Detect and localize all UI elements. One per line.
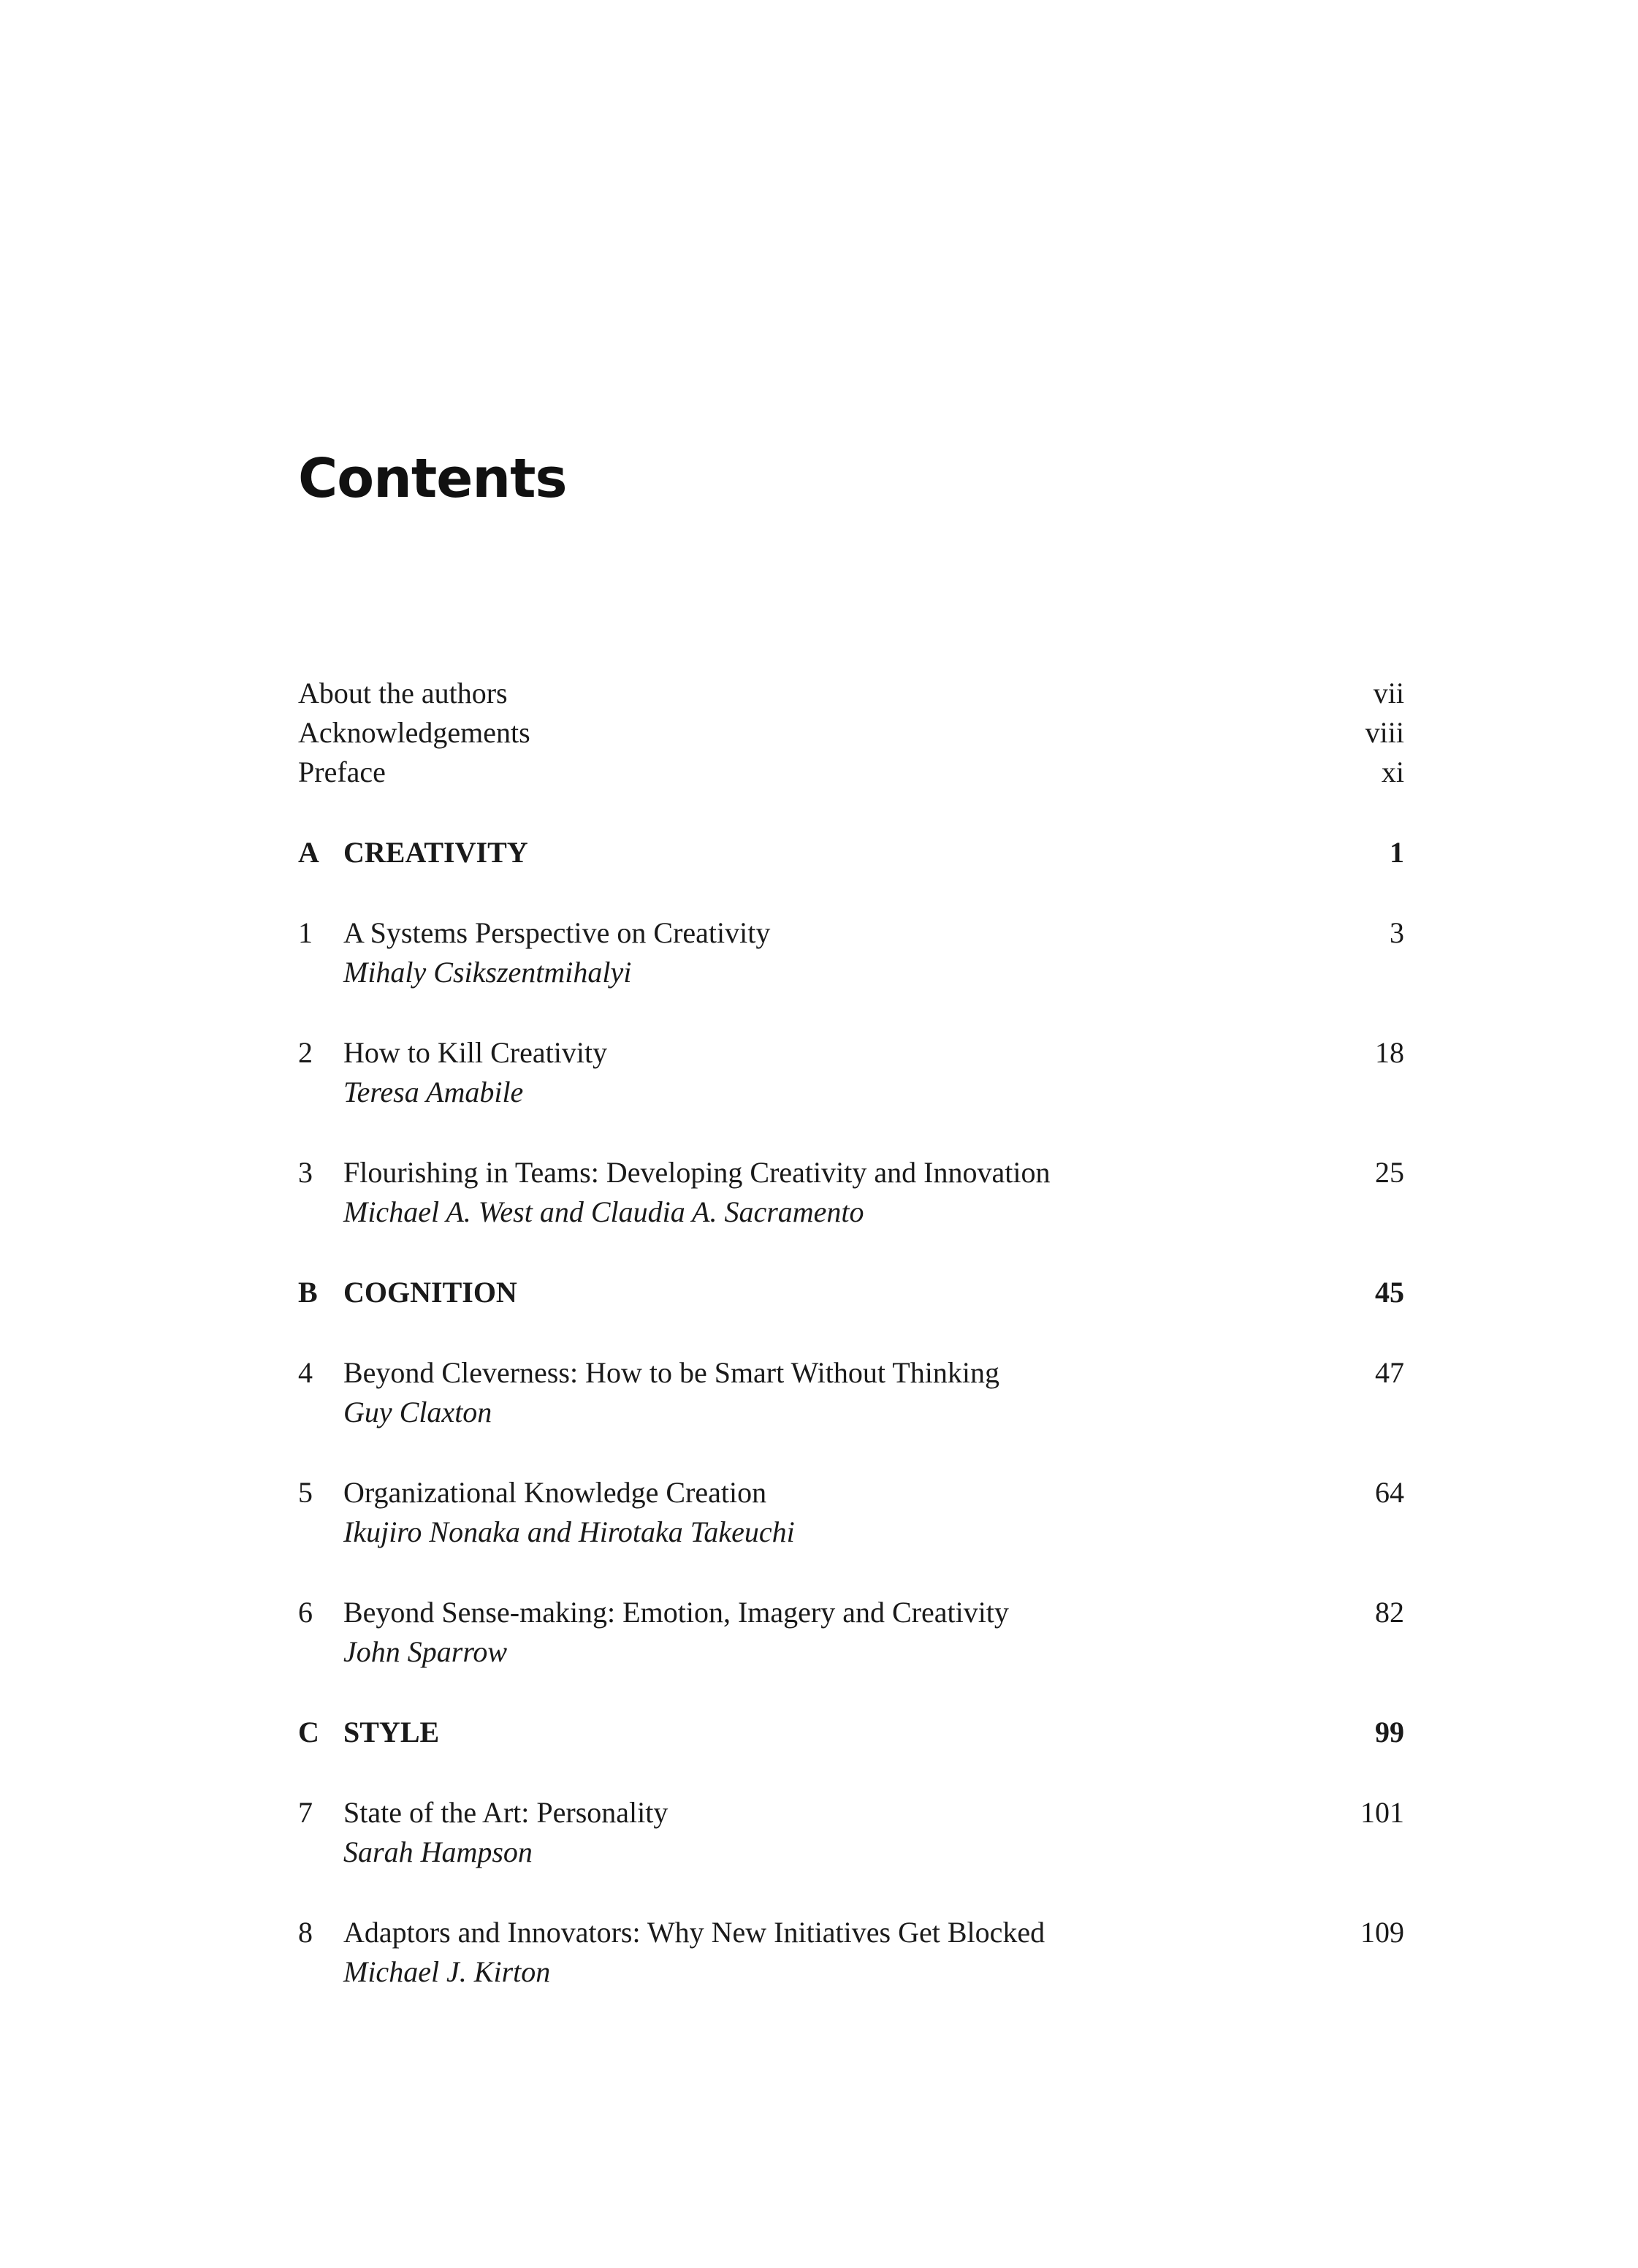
toc-entry-title: Preface [298,756,386,788]
toc-chapter-page: 47 [1375,1356,1404,1389]
toc-chapter-1[interactable] [298,913,1404,953]
toc-chapter-number: 5 [298,1476,313,1509]
toc-part-page: 45 [1375,1276,1404,1309]
toc-chapter-author: Michael J. Kirton [343,1955,551,1988]
toc-chapter-5[interactable] [298,1473,1404,1512]
toc-part-a[interactable] [298,833,1404,872]
toc-part-letter: A [298,836,319,869]
toc-entry-page: xi [1381,756,1404,788]
toc-chapter-title: Flourishing in Teams: Developing Creativity and Innovation [343,1156,1051,1189]
toc-chapter-title: A Systems Perspective on Creativity [343,916,771,949]
toc-chapter-title: How to Kill Creativity [343,1036,608,1069]
toc-chapter-page: 101 [1360,1796,1404,1829]
toc-chapter-title: Beyond Cleverness: How to be Smart Without Thinking [343,1356,999,1389]
toc-chapter-author: John Sparrow [343,1635,508,1668]
toc-chapter-author: Teresa Amabile [343,1076,524,1108]
toc-part-page: 1 [1390,836,1404,869]
toc-chapter-author: Guy Claxton [343,1396,492,1428]
toc-entry-page: viii [1365,716,1404,749]
toc-chapter-number: 4 [298,1356,313,1389]
toc-part-b[interactable] [298,1273,1404,1312]
toc-part-title: CREATIVITY [343,836,528,869]
toc-chapter-6[interactable] [298,1593,1404,1632]
toc-chapter-page: 25 [1375,1156,1404,1189]
toc-part-title: COGNITION [343,1276,517,1309]
toc-chapter-page: 82 [1375,1596,1404,1629]
toc-part-page: 99 [1375,1716,1404,1748]
toc-chapter-title: Adaptors and Innovators: Why New Initiatives Get Blocked [343,1916,1045,1949]
toc-chapter-author: Mihaly Csikszentmihalyi [343,956,632,989]
toc-part-c[interactable] [298,1713,1404,1752]
toc-chapter-page: 64 [1375,1476,1404,1509]
toc-part-title: STYLE [343,1716,440,1748]
toc-chapter-author: Sarah Hampson [343,1835,533,1868]
toc-chapter-number: 8 [298,1916,313,1949]
toc-part-letter: C [298,1716,319,1748]
toc-chapter-number: 6 [298,1596,313,1629]
toc-chapter-author: Ikujiro Nonaka and Hirotaka Takeuchi [343,1515,795,1548]
toc-entry-about-authors[interactable] [298,674,1404,713]
toc-entry-preface[interactable] [298,753,1404,792]
toc-chapter-title: State of the Art: Personality [343,1796,668,1829]
toc-chapter-number: 7 [298,1796,313,1829]
toc-chapter-author: Michael A. West and Claudia A. Sacramento [343,1195,864,1228]
toc-chapter-8[interactable] [298,1913,1404,1952]
toc-chapter-number: 3 [298,1156,313,1189]
toc-chapter-3[interactable] [298,1153,1404,1192]
toc-chapter-number: 2 [298,1036,313,1069]
toc-chapter-4[interactable] [298,1353,1404,1393]
toc-entry-page: vii [1373,677,1404,709]
toc-chapter-page: 3 [1390,916,1404,949]
toc-entry-title: Acknowledgements [298,716,530,749]
toc-chapter-page: 109 [1360,1916,1404,1949]
toc-chapter-page: 18 [1375,1036,1404,1069]
toc-part-letter: B [298,1276,318,1309]
page-title: Contents [298,447,567,510]
toc-chapter-title: Organizational Knowledge Creation [343,1476,767,1509]
toc-chapter-7[interactable] [298,1793,1404,1833]
toc-chapter-number: 1 [298,916,313,949]
toc-entry-title: About the authors [298,677,508,709]
toc-entry-acknowledgements[interactable] [298,713,1404,753]
toc-chapter-title: Beyond Sense-making: Emotion, Imagery and Creativity [343,1596,1009,1629]
toc-chapter-2[interactable] [298,1033,1404,1073]
